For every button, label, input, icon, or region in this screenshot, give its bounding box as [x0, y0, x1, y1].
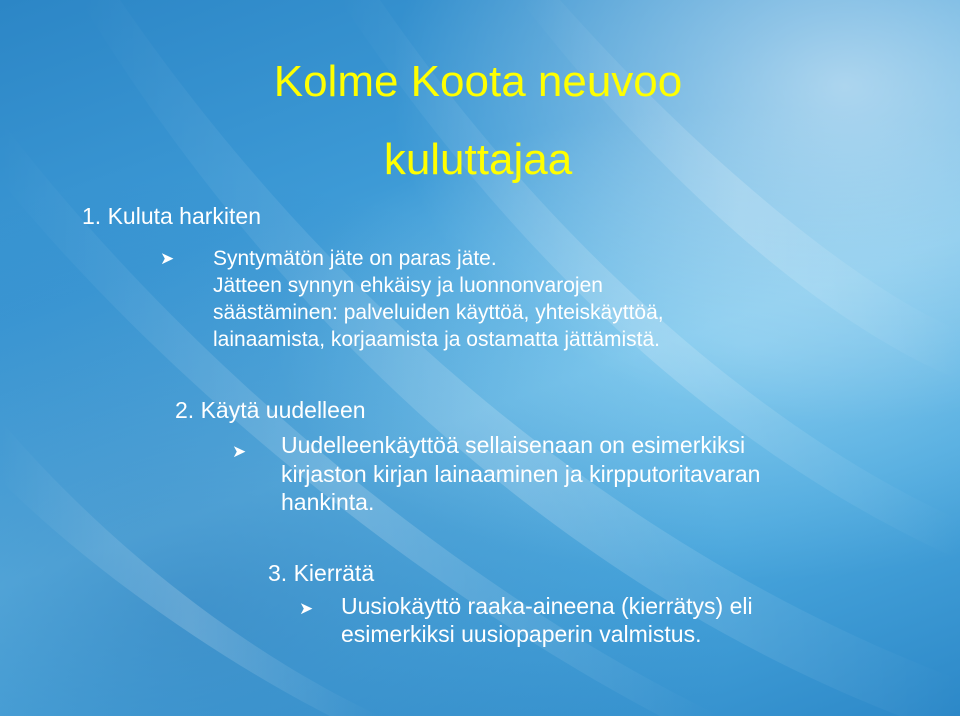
section-1-line-3: säästäminen: palveluiden käyttöä, yhteiskäyttöä, [213, 301, 664, 324]
title-line-1: Kolme Koota neuvoo [273, 57, 683, 106]
title-line-2: kuluttajaa [383, 135, 573, 184]
section-3-line-1: Uusiokäyttö raaka-aineena (kierrätys) eli [341, 593, 753, 619]
section-2-heading: 2. Käytä uudelleen [175, 397, 366, 423]
section-1-heading: 1. Kuluta harkiten [82, 203, 262, 229]
arrow-bullet-icon: ➤ [232, 442, 247, 461]
section-2-line-1: Uudelleenkäyttöä sellaisenaan on esimerkiksi [281, 432, 746, 458]
section-3-line-2: esimerkiksi uusiopaperin valmistus. [341, 621, 702, 647]
section-1-line-1: Syntymätön jäte on paras jäte. [213, 247, 497, 270]
section-2-line-3: hankinta. [281, 489, 375, 515]
arrow-bullet-icon: ➤ [299, 599, 314, 618]
section-1-line-4: lainaamista, korjaamista ja ostamatta jättämistä. [213, 328, 661, 351]
section-2-line-2: kirjaston kirjan lainaaminen ja kirpputoritavaran [281, 461, 761, 487]
section-3-heading: 3. Kierrätä [268, 560, 375, 586]
section-1-line-2: Jätteen synnyn ehkäisy ja luonnonvarojen [213, 274, 603, 297]
arrow-bullet-icon: ➤ [160, 249, 175, 268]
